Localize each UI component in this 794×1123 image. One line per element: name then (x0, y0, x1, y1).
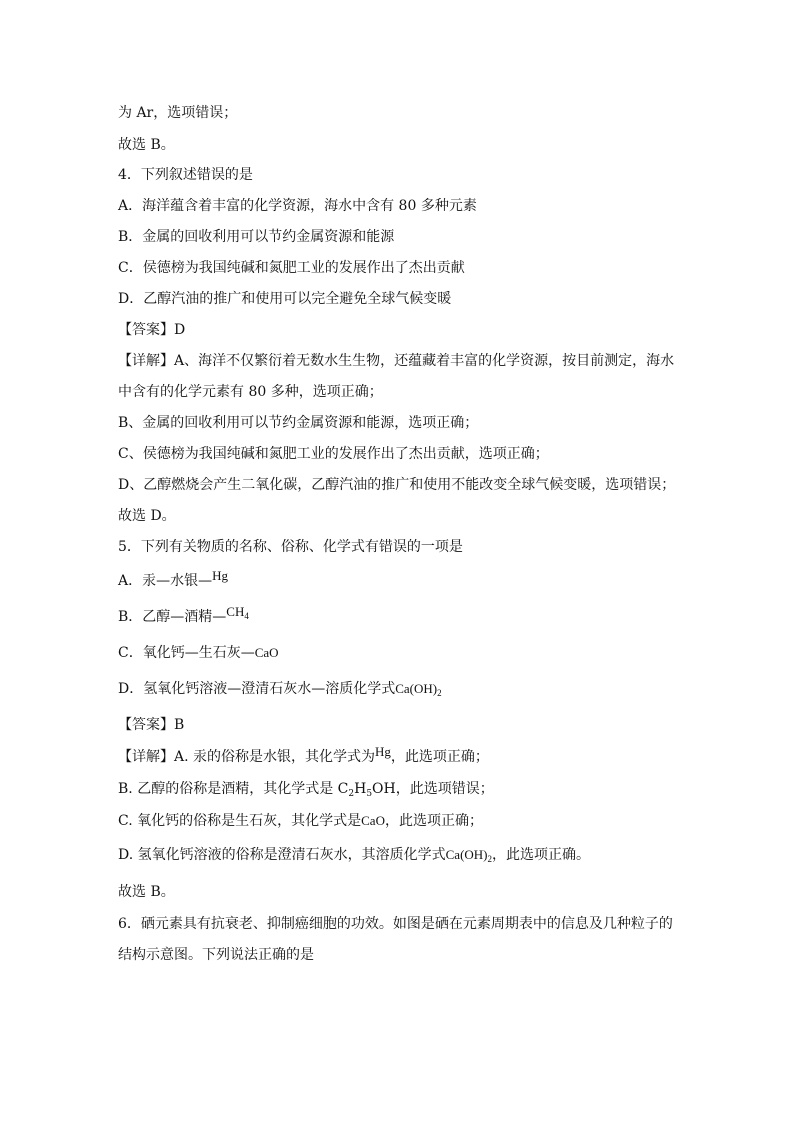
q5-option-c: C．氧化钙—生石灰—CaO (118, 645, 279, 661)
q5-answer: 【答案】B (118, 717, 185, 733)
q4-option-b: B．金属的回收利用可以节约金属资源和能源 (118, 229, 395, 245)
q5-option-a: A．汞—水银—Hg (118, 568, 229, 589)
q5-explanation-a: 【详解】A. 汞的俗称是水银，其化学式为Hg，此选项正确； (118, 744, 489, 765)
formula: Hg (212, 568, 229, 583)
q5-explanation-d: D. 氢氧化钙溶液的俗称是澄清石灰水，其溶质化学式$Ca(OH)_2$，此选项正确。 (118, 847, 591, 864)
q4-explanation-line: D、乙醇燃烧会产生二氧化碳，乙醇汽油的推广和使用不能改变全球气候变暖，选项错误； (118, 477, 676, 493)
q4-option-a: A．海洋蕴含着丰富的化学资源，海水中含有 80 多种元素 (118, 198, 477, 214)
formula: Hg (375, 744, 391, 759)
question-5-stem: 5．下列有关物质的名称、俗称、化学式有错误的一项是 (118, 539, 463, 555)
q5-option-b: B．乙醇—酒精$—CH_4$ (118, 604, 249, 625)
formula: CaO (254, 645, 279, 660)
q4-option-d: D．乙醇汽油的推广和使用可以完全避免全球气候变暖 (118, 291, 452, 307)
q5-option-d: D．氢氧化钙溶液—澄清石灰水—溶质化学式$Ca(OH)_2$ (118, 681, 442, 698)
text-line: 故选 B。 (118, 137, 175, 153)
q4-conclusion: 故选 D。 (118, 508, 176, 524)
question-4-stem: 4．下列叙述错误的是 (118, 167, 253, 183)
text-line: 为 Ar，选项错误； (118, 105, 238, 121)
question-6-stem-line1: 6．硒元素具有抗衰老、抑制癌细胞的功效。如图是硒在元素周期表中的信息及几种粒子的 (118, 916, 673, 932)
q4-option-c: C．侯德榜为我国纯碱和氮肥工业的发展作出了杰出贡献 (118, 260, 465, 276)
q4-explanation-line: 【详解】A、海洋不仅繁衍着无数水生生物，还蕴藏着丰富的化学资源，按目前测定，海水 (118, 353, 675, 369)
q4-explanation-line: 中含有的化学元素有 80 多种，选项正确； (118, 384, 383, 400)
q5-explanation-b: B. 乙醇的俗称是酒精，其化学式是 $C_2H_5OH$，此选项错误； (118, 781, 494, 799)
q4-answer: 【答案】D (118, 322, 186, 338)
q4-explanation-line: B、金属的回收利用可以节约金属资源和能源，选项正确； (118, 415, 479, 431)
formula: $CH_4$ (226, 604, 249, 621)
question-6-stem-line2: 结构示意图。下列说法正确的是 (118, 947, 314, 963)
formula: $Ca(OH)_2$ (445, 847, 493, 864)
formula: $Ca(OH)_2$ (395, 681, 442, 698)
q5-explanation-c: C. 氧化钙的俗称是生石灰，其化学式是CaO，此选项正确； (118, 813, 483, 829)
q4-explanation-line: C、侯德榜为我国纯碱和氮肥工业的发展作出了杰出贡献，选项正确； (118, 446, 549, 462)
formula: CaO (361, 813, 385, 828)
q5-conclusion: 故选 B。 (118, 884, 175, 900)
